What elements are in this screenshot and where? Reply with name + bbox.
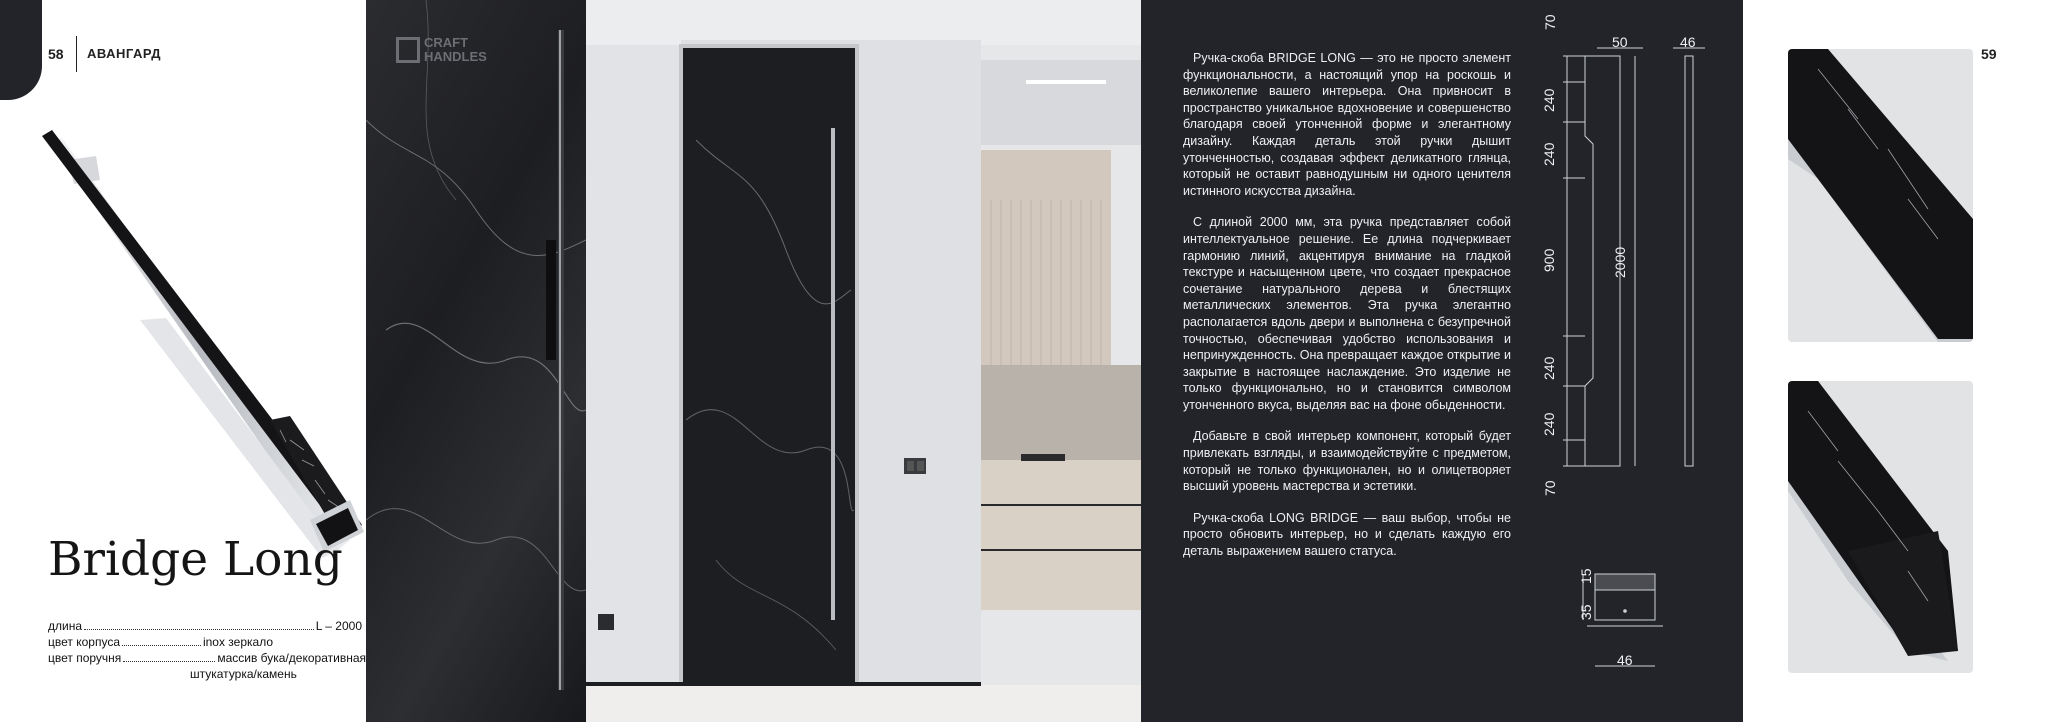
product-name: Bridge Long <box>48 532 343 587</box>
spec-length <box>48 619 366 634</box>
spec-value: inox зеркало <box>202 635 273 649</box>
spec-rail-color <box>48 651 366 666</box>
detail-photo-bottom <box>1788 381 1973 673</box>
description-paragraph: С длиной 2000 мм, эта ручка представляет собой интеллектуальное решение. Ее длина подчеркивает гармонию линий, акцентируя внимание на гладкой текстуре и насыщенном цвете, что создает прекрасное сочетание натурального дерева и блестящих металлических элементов. Эта ручка элегантно располагается вдоль двери и выполнена с безупречной точностью, обеспечивая удобство использования и непринужденность. Она превращает каждое открытие и закрытие в настоящее наслаждение. Это изделие не только функционально, но и становится символом утонченного вкуса, выделяя вас на фоне обыденности. <box>1183 215 1511 412</box>
logo-line-2: HANDLES <box>424 49 487 64</box>
spec-label: цвет корпуса <box>48 635 120 649</box>
detail-photo-top <box>1788 49 1973 342</box>
page-number-left: 58 <box>48 46 64 62</box>
page-corner-tab <box>0 0 42 100</box>
description-paragraph: Ручка-скоба LONG BRIDGE — ваш выбор, чтобы не просто обновить интерьер, но и сделать каждую его деталь выражением вашего статуса. <box>1183 510 1511 559</box>
marble-veins <box>366 0 586 722</box>
dot-leader <box>84 629 314 630</box>
handle-end-closeup <box>1788 49 1973 342</box>
dim-side-width: 46 <box>1680 34 1696 50</box>
dim-seg-5: 240 <box>1541 356 1557 380</box>
dim-seg-3: 240 <box>1541 142 1557 166</box>
dot-leader <box>122 645 201 646</box>
marble-door-photo <box>366 0 586 722</box>
handle-cap-closeup <box>1788 381 1973 673</box>
dim-seg-2: 240 <box>1541 88 1557 112</box>
description-paragraph: Ручка-скоба BRIDGE LONG — это не просто элемент функциональности, а настоящий упор на роскошь и великолепие вашего интерьера. Она привносит в пространство уникальное вдохновение и совершенство благодаря своей утонченной форме и элегантному дизайну. Каждая деталь этой ручки дышит утонченностью, создавая эффект деликатного глянца, который не оставит равнодушным ни одного ценителя истинного искусства дизайна. <box>1183 51 1511 198</box>
dim-section-top: 15 <box>1578 568 1594 584</box>
logo-mark-icon <box>396 37 420 63</box>
section-title: АВАНГАРД <box>87 46 161 61</box>
dim-seg-7: 70 <box>1542 480 1558 496</box>
dim-seg-4: 900 <box>1541 248 1557 272</box>
craft-handles-logo <box>396 36 487 64</box>
page-number-right: 59 <box>1981 46 1997 62</box>
spec-body-color <box>48 635 273 650</box>
dim-section-bottom: 35 <box>1578 604 1594 620</box>
dim-seg-6: 240 <box>1541 412 1557 436</box>
logo-line-1: CRAFT <box>424 35 469 50</box>
spec-value: L – 2000 <box>315 619 362 633</box>
interior-scene <box>586 0 1141 722</box>
interior-photo <box>586 0 1141 722</box>
dot-leader <box>123 661 215 662</box>
spec-value: массив бука/декоративная <box>217 651 366 665</box>
spec-label: длина <box>48 619 83 633</box>
spec-continuation: штукатурка/камень <box>190 667 297 681</box>
dim-top-width: 50 <box>1612 34 1628 50</box>
dim-section-width: 46 <box>1617 652 1633 668</box>
product-description <box>1183 50 1511 575</box>
description-paragraph: Добавьте в свой интерьер компонент, который будет привлекать взгляды, и взаимодействуйте с предметом, который не только функционален, но и олицетворяет высший уровень мастерства и эстетики. <box>1183 429 1511 494</box>
spec-label: цвет поручня <box>48 651 122 665</box>
dim-total-length: 2000 <box>1612 246 1628 278</box>
header-divider <box>76 36 77 72</box>
dim-seg-1: 70 <box>1542 14 1558 30</box>
